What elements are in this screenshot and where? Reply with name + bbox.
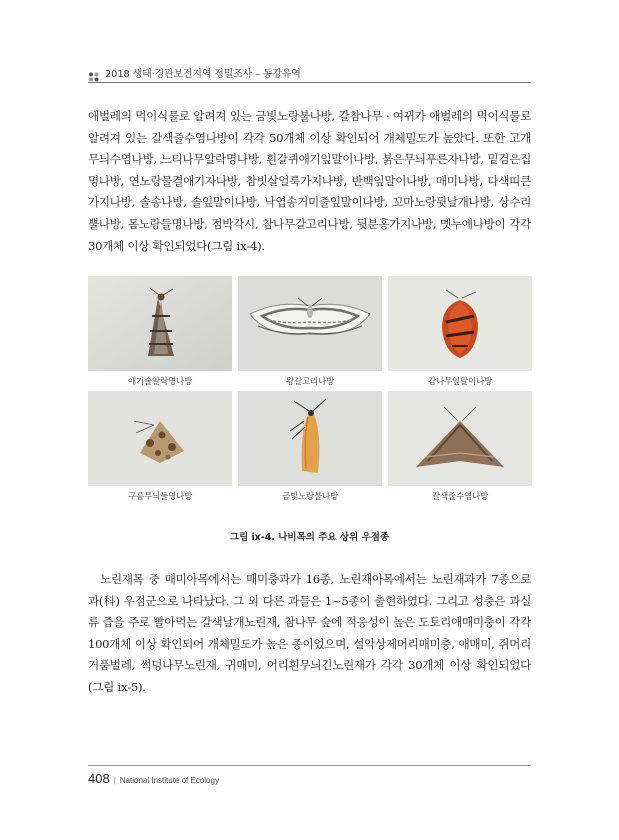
figure-cell xyxy=(238,391,382,506)
moth-photo-6 xyxy=(388,391,532,486)
header-divider xyxy=(88,82,531,83)
moth-figure xyxy=(88,276,531,506)
figure-row-2 xyxy=(88,391,531,506)
photo-label: 감나무잎말이나방 xyxy=(427,377,493,387)
photo-label: 갈색줄수염나방 xyxy=(431,492,489,502)
moth-photo-5 xyxy=(238,391,382,486)
figure-caption: 그림 ⅸ-4. 나비목의 주요 상위 우점종 xyxy=(229,532,390,543)
figure-cell xyxy=(388,391,532,506)
figure-cell xyxy=(388,276,532,391)
photo-label: 구름무늬들명나방 xyxy=(127,492,193,502)
page-footer xyxy=(88,771,219,786)
footer-organization: National Institute of Ecology xyxy=(119,776,219,785)
photo-label: 애기솔알락명나방 xyxy=(127,377,193,387)
footer-separator: | xyxy=(113,776,116,785)
moth-photo-2 xyxy=(238,276,382,371)
photo-label: 금빛노랑불나방 xyxy=(281,492,339,502)
page-number: 408 xyxy=(88,771,110,786)
photo-label: 왕갈고리나방 xyxy=(285,377,335,387)
body-paragraph-1: 애벌레의 먹이식물로 알려져 있는 금빛노랑불나방, 갈참나무 · 여뀌가 애벌레의 먹이식물로 알려져 있는 갈색줄수염나방이 각각 50개체 이상 확인되어 개체밀도가 높았다. 또한 고개무늬수염나방, 느티나무알락명나방, 흰갈퀴애기잎말이나방, 붉은무늬푸른자나방, 밑검은집명나방, 연노랑물결애기자나방, 참빗살얼룩가지나방, 반백잎말이나방, 매미나방, 다색띠큰가지나방, 솔송나방, 솔잎말이나방, 낙엽송거미줄잎말이나방, 꼬마노랑뒷날개나방, 상수리뿔나방, 몸노랑들명나방, 점박각시, 참나무갈고리나방, 뒷분홍가지나방, 멧누에나방이 각각 30개체 이상 확인되었다(그림 ⅸ-4). xyxy=(88,109,531,253)
footer-divider xyxy=(88,765,531,766)
body-paragraph-2: 노린재목 중 매미아목에서는 매미충과가 16종, 노린재아목에서는 노린재과가 7종으로 과(科) 우점군으로 나타났다. 그 외 다른 과들은 1~5종이 출현하였다. 그리고 성충은 과실류 즙을 주로 빨아먹는 갈색날개노린재, 참나무 숲에 적응성이 높은 도토리애매미충이 각각 100개체 이상 확인되어 개체밀도가 높은 종이었으며, 설악상제머리매미충, 애매미, 쥐머리거품벌레, 썩덩나무노린재, 귀매미, 어리흰무늬긴노린재가 각각 30개체 이상 확인되었다(그림 ⅸ-5). xyxy=(88,572,531,694)
header-dots-icon xyxy=(88,67,100,77)
running-header xyxy=(88,62,531,82)
figure-cell xyxy=(88,391,232,506)
moth-photo-3 xyxy=(388,276,532,371)
moth-photo-4 xyxy=(88,391,232,486)
figure-row-1 xyxy=(88,276,531,391)
figure-cell xyxy=(238,276,382,391)
header-title: 2018 생태·경관보전지역 정밀조사 – 동강유역 xyxy=(105,68,301,80)
moth-photo-1 xyxy=(88,276,232,371)
figure-cell xyxy=(88,276,232,391)
